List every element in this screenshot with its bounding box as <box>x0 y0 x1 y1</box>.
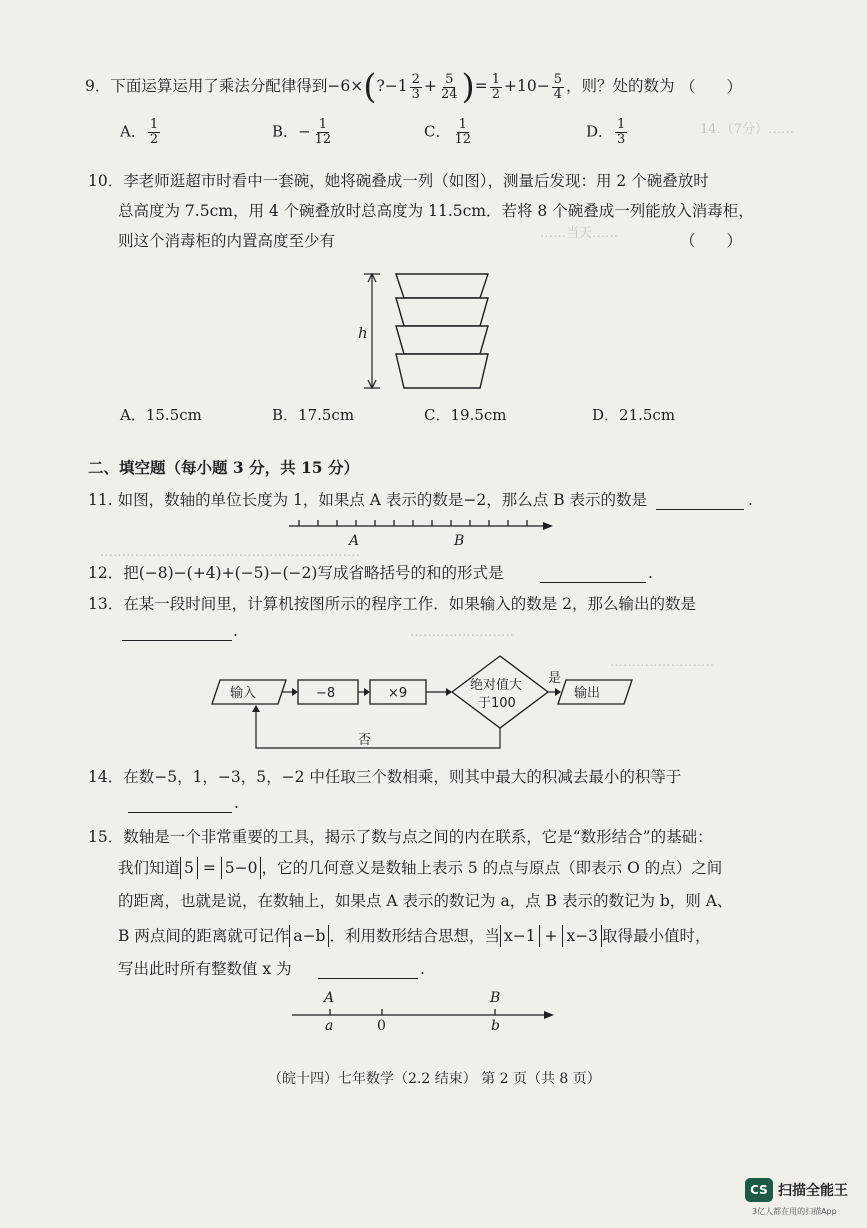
scanner-name: 扫描全能王 <box>778 1183 848 1199</box>
flow-times9-label: ×9 <box>388 686 408 701</box>
option-a: A． $\frac{1}{2}$ <box>120 117 159 147</box>
point-b-label: B <box>454 533 465 549</box>
question-15-line4: B 两点间的距离就可记作 a−b ．利用数形结合思想，当 x−1 + x−3 取得最小值时， <box>118 927 711 945</box>
scanner-logo <box>745 1178 848 1202</box>
question-9-stem: 9．下面运算运用了乘法分配律得到−6×(?−1 $\frac{2}{3}$ + $\frac{5}{24}$ )= $\frac{1}{2}$ +10− $\frac{5}{4}$ ，则？处的数为 <box>85 67 675 107</box>
option-d: D． $\frac{1}{3}$ <box>586 117 626 147</box>
value-a-label: a <box>325 1018 334 1034</box>
exam-page: 14.（7分）…… ……当天…… …………………………………………………… …………………… …………………… 9．下面运算运用了乘法分配律得到−6×(?−1 $\frac{2}{3}$ + $\frac{5}{24}$ )= $\frac{1}{2}$ +10− $\frac{5}{4}$ ，则？处的数为 （ ） A． $\frac{1}{2}$ B．− $\frac{1}{12}$ C． $\frac{1}{12}$ D． $\frac{1}{3}$ 10．李老师逛超市时看中一套碗，她将碗叠成一列（如图），测量后发现：用 2 个碗叠放时 总高度为 7.5cm，用 4 个碗叠放时总高度为 11.5cm．若将 8 个碗叠成一列能放入消毒柜， 则这个消毒柜的内置高度至少有 （ ） h A．15.5cm B．17.5cm C．19.5cm D．21.5cm 二、填空题（每小题 3 分，共 15 分） 11. 如图，数轴的单位长度为 1，如果点 A 表示的数是−2，那么点 B 表示的数是 . A B 12．把(−8)−(+4)+(−5)−(−2)写成省略括号的和的形式是 . 13．在某一段时间里，计算机按图所示的程序工作．如果输入的数是 2，那么输出的数是 . 输入 −8 ×9 绝对值大 于100 是 输出 否 14．在数−5，1，−3，5，−2 中任取三个数相乘，则其中最大的积减去最小的积等于 . 15．数轴是一个非常重要的工具，揭示了数与点之间的内在联系，它是“数形结合”的基础： 我们知道 5 = 5−0 ，它的几何意义是数轴上表示 5 的点与原点（即表示 O 的点）之间 的距离，也就是说，在数轴上，如果点 A 表示的数记为 a，点 B 表示的数记为 b，则 A、 B 两点间的距离就可记作 a−b ．利用数形结合思想，当 x−1 + x−3 取得最小值时， 写出此时所有整数值 x 为 . A a 0 B b （皖十四）七年数学（2.2 结束） 第 2 页（共 8 页） CS 扫描全能王 3亿人都在用的扫描App <box>85 67 848 1216</box>
question-15-line1: 15．数轴是一个非常重要的工具，揭示了数与点之间的内在联系，它是“数形结合”的基础： <box>88 828 713 846</box>
option-b: B．17.5cm <box>272 406 355 424</box>
flow-no-loop <box>256 706 500 748</box>
axis-arrow <box>544 1011 554 1019</box>
question-12-stem: 12．把(−8)−(+4)+(−5)−(−2)写成省略括号的和的形式是 <box>88 564 504 582</box>
origin-label: 0 <box>377 1018 386 1034</box>
question-10-line3: 则这个消毒柜的内置高度至少有 <box>118 232 336 250</box>
question-15-line3: 的距离，也就是说，在数轴上，如果点 A 表示的数记为 a，点 B 表示的数记为 b，则 A、 <box>118 892 733 910</box>
bleed-through-text: …………………… <box>610 655 714 670</box>
answer-blank[interactable] <box>656 489 744 510</box>
section-title: 二、填空题（每小题 3 分，共 15 分） <box>88 458 359 477</box>
option-c: C． $\frac{1}{12}$ <box>424 117 472 147</box>
flow-minus8-label: −8 <box>316 686 336 701</box>
answer-paren: （ ） <box>680 232 743 250</box>
question-15-line5: 写出此时所有整数值 x 为 <box>118 960 292 978</box>
bowl-4 <box>396 354 488 388</box>
point-b-label: B <box>490 990 501 1006</box>
page-footer: （皖十四）七年数学（2.2 结束） 第 2 页（共 8 页） <box>268 1071 601 1087</box>
option-d: D．21.5cm <box>592 406 676 424</box>
option-c: C．19.5cm <box>424 406 507 424</box>
bleed-through-text: 14.（7分）…… <box>700 122 794 137</box>
answer-blank[interactable] <box>540 562 646 583</box>
question-10-line2: 总高度为 7.5cm，用 4 个碗叠放时总高度为 11.5cm．若将 8 个碗叠成一列能放入消毒柜， <box>118 202 754 220</box>
bowl-1 <box>396 274 488 298</box>
option-b: B．− $\frac{1}{12}$ <box>272 117 332 147</box>
bowl-stack-figure <box>350 268 500 398</box>
scanner-tagline: 3亿人都在用的扫描App <box>752 1207 837 1216</box>
bowl-2 <box>396 298 488 326</box>
bowl-3 <box>396 326 488 354</box>
flow-yes-label: 是 <box>548 671 562 686</box>
answer-paren: （ ） <box>680 78 743 96</box>
bleed-through-text: …………………………………………………… <box>100 545 360 560</box>
bleed-through-text: ……当天…… <box>540 226 619 241</box>
flow-no-label: 否 <box>358 733 372 748</box>
question-10-line1: 10．李老师逛超市时看中一套碗，她将碗叠成一列（如图），测量后发现：用 2 个碗叠放时 <box>88 172 709 190</box>
question-14-stem: 14．在数−5，1，−3，5，−2 中任取三个数相乘，则其中最大的积减去最小的积等于 <box>88 768 682 786</box>
point-a-label: A <box>324 990 335 1006</box>
program-flowchart <box>210 652 660 754</box>
flow-output-label: 输出 <box>574 686 601 701</box>
flow-condition-line2: 于100 <box>478 696 516 711</box>
cs-badge-icon: CS <box>745 1178 773 1202</box>
height-label: h <box>358 324 368 342</box>
option-a: A．15.5cm <box>120 406 202 424</box>
question-11-stem: 11. 如图，数轴的单位长度为 1，如果点 A 表示的数是−2，那么点 B 表示的数是 <box>88 491 648 509</box>
number-line-q15 <box>288 985 558 1035</box>
question-number: 9． <box>85 77 111 95</box>
point-a-label: A <box>349 533 360 549</box>
answer-blank[interactable] <box>318 958 418 979</box>
bleed-through-text: …………………… <box>410 625 514 640</box>
answer-blank[interactable] <box>128 792 232 813</box>
axis-arrow <box>543 522 553 530</box>
question-15-line2: 我们知道 5 = 5−0 ，它的几何意义是数轴上表示 5 的点与原点（即表示 O 的点）之间 <box>118 859 723 877</box>
flow-input-label: 输入 <box>230 686 257 701</box>
question-13-stem: 13．在某一段时间里，计算机按图所示的程序工作．如果输入的数是 2，那么输出的数是 <box>88 595 697 613</box>
value-b-label: b <box>491 1018 500 1034</box>
flow-condition-line1: 绝对值大 <box>470 678 523 693</box>
number-line-q11 <box>285 514 555 550</box>
answer-blank[interactable] <box>122 620 232 641</box>
